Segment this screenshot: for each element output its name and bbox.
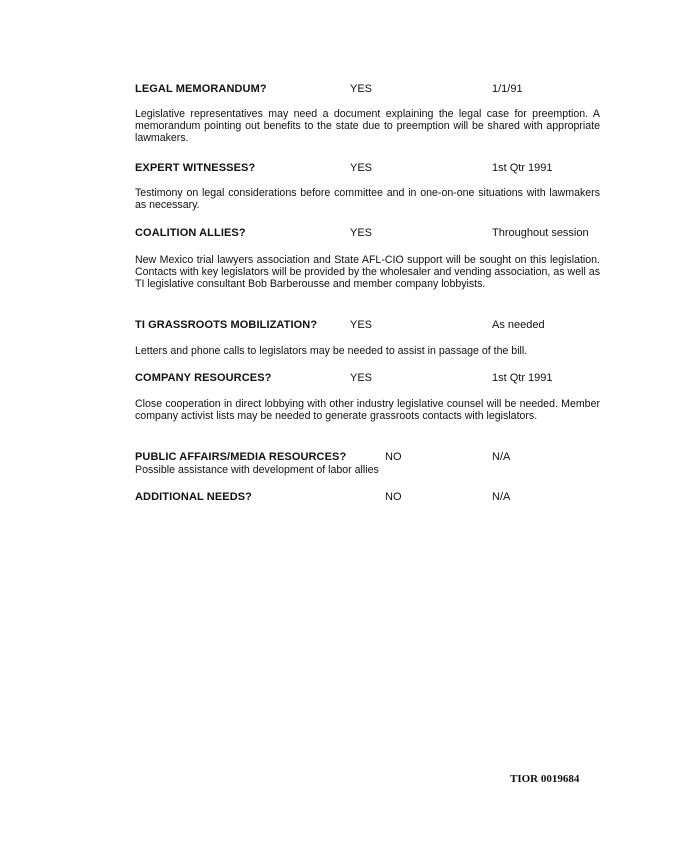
- section-timing: 1st Qtr 1991: [492, 162, 553, 174]
- section-heading-expert-witnesses: [135, 161, 600, 175]
- section-timing: Throughout session: [492, 227, 589, 239]
- section-text-expert-witnesses: Testimony on legal considerations before committee and in one-on-one situations with lawmakers as necessary.: [135, 187, 600, 212]
- section-heading-legal-memorandum: [135, 82, 600, 96]
- section-status: YES: [350, 227, 373, 239]
- section-status: YES: [350, 83, 373, 95]
- section-status: YES: [350, 162, 373, 174]
- section-label: COALITION ALLIES?: [135, 227, 246, 239]
- section-text-grassroots-mobilization: Letters and phone calls to legislators may be needed to assist in passage of the bill.: [135, 345, 528, 357]
- section-timing: N/A: [492, 491, 511, 503]
- section-heading-company-resources: [135, 371, 600, 385]
- section-status: NO: [385, 451, 402, 463]
- section-heading-additional-needs: [135, 490, 600, 504]
- section-heading-coalition-allies: [135, 226, 600, 240]
- section-label: EXPERT WITNESSES?: [135, 162, 256, 174]
- section-heading-public-affairs: [135, 450, 600, 464]
- section-timing: 1st Qtr 1991: [492, 372, 553, 384]
- section-text-legal-memorandum: Legislative representatives may need a document explaining the legal case for preemption. A memorandum pointing out benefits to the state due to preemption will be shared with appropriate lawmakers.: [135, 108, 600, 145]
- section-label: TI GRASSROOTS MOBILIZATION?: [135, 319, 318, 331]
- section-label: COMPANY RESOURCES?: [135, 372, 272, 384]
- section-status: NO: [385, 491, 402, 503]
- section-status: YES: [350, 372, 373, 384]
- section-label: PUBLIC AFFAIRS/MEDIA RESOURCES?: [135, 451, 347, 463]
- section-text-public-affairs: Possible assistance with development of labor allies: [135, 464, 379, 476]
- bates-number: TIOR 0019684: [510, 773, 580, 785]
- section-label: LEGAL MEMORANDUM?: [135, 83, 267, 95]
- section-timing: As needed: [492, 319, 545, 331]
- section-timing: N/A: [492, 451, 511, 463]
- section-text-company-resources: Close cooperation in direct lobbying with other industry legislative counsel will be needed. Member company activist lists may be needed to generate grassroots contacts with legislators.: [135, 398, 600, 423]
- section-status: YES: [350, 319, 373, 331]
- section-label: ADDITIONAL NEEDS?: [135, 491, 253, 503]
- section-timing: 1/1/91: [492, 83, 523, 95]
- section-heading-grassroots-mobilization: [135, 318, 600, 332]
- section-text-coalition-allies: New Mexico trial lawyers association and State AFL-CIO support will be sought on this legislation. Contacts with key legislators will be provided by the wholesaler and vending association, as well as TI legislative consultant Bob Barberousse and member company lobbyists.: [135, 254, 600, 291]
